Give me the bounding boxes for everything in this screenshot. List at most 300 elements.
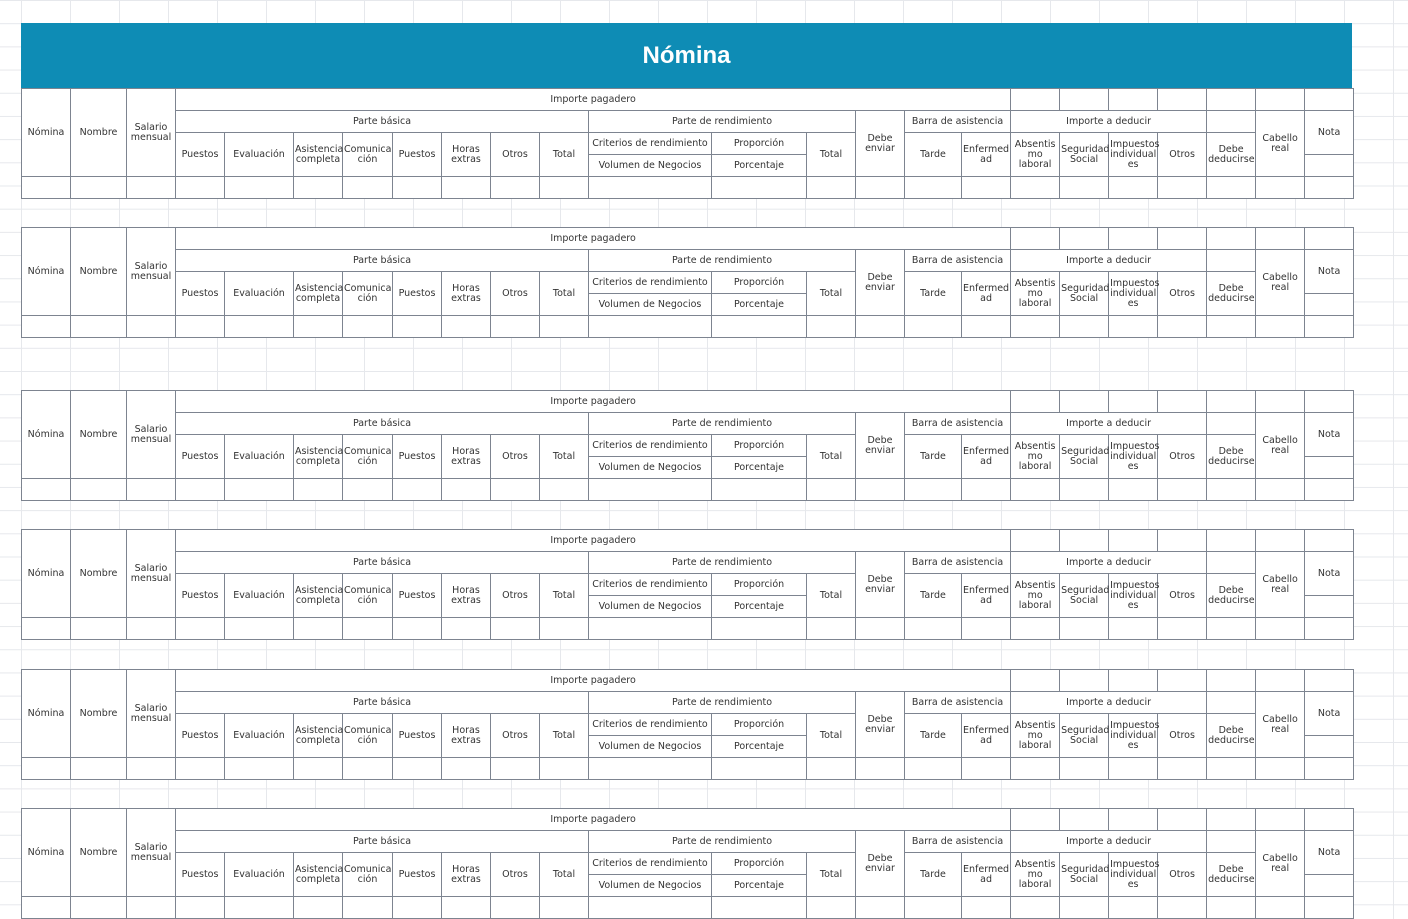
cell[interactable] [856, 479, 905, 501]
cell[interactable] [442, 618, 491, 640]
header-nomina: Nómina [22, 670, 71, 758]
header-criterios-rendimiento: Criterios de rendimiento [589, 853, 712, 875]
cell[interactable] [1011, 228, 1060, 250]
cell[interactable] [905, 479, 962, 501]
cell[interactable] [343, 479, 393, 501]
cell[interactable] [1207, 89, 1256, 111]
cell[interactable] [807, 897, 856, 919]
cell[interactable] [1207, 530, 1256, 552]
cell[interactable] [1256, 758, 1305, 780]
header-porcentaje: Porcentaje [712, 875, 807, 897]
cell[interactable] [1060, 228, 1109, 250]
cell[interactable] [1305, 897, 1354, 919]
cell[interactable] [1158, 391, 1207, 413]
header-seguridad-social: Seguridad Social [1060, 435, 1109, 479]
cell[interactable] [1305, 809, 1354, 831]
header-horas-extras: Horas extras [442, 272, 491, 316]
header-total: Total [540, 853, 589, 897]
cell[interactable] [22, 177, 71, 199]
cell[interactable] [1256, 809, 1305, 831]
header-nombre: Nombre [71, 809, 127, 897]
cell[interactable] [1011, 897, 1060, 919]
header-puestos: Puestos [176, 133, 225, 177]
header-debe-deducirse: Debe deducirse [1207, 272, 1256, 316]
header-barra-asistencia: Barra de asistencia [905, 552, 1011, 574]
cell[interactable] [442, 758, 491, 780]
header-impuestos: Impuestos individual es [1109, 574, 1158, 618]
cell[interactable] [491, 479, 540, 501]
cell[interactable] [1109, 670, 1158, 692]
cell[interactable] [1158, 670, 1207, 692]
header-evaluacion: Evaluación [225, 272, 294, 316]
cell[interactable] [1207, 177, 1256, 199]
header-horas-extras: Horas extras [442, 574, 491, 618]
header-comunicacion: Comunica ción [343, 853, 393, 897]
cell[interactable] [540, 479, 589, 501]
cell[interactable] [1305, 177, 1354, 199]
cell[interactable] [1109, 758, 1158, 780]
cell[interactable] [1207, 552, 1256, 574]
header-parte-basica: Parte básica [176, 552, 589, 574]
cell[interactable] [225, 618, 294, 640]
cell[interactable] [1011, 177, 1060, 199]
cell[interactable] [1207, 479, 1256, 501]
cell[interactable] [294, 177, 343, 199]
cell[interactable] [1011, 479, 1060, 501]
cell[interactable] [540, 897, 589, 919]
cell[interactable] [22, 618, 71, 640]
cell[interactable] [225, 897, 294, 919]
cell[interactable] [1256, 391, 1305, 413]
header-volumen-negocios: Volumen de Negocios [589, 294, 712, 316]
header-otros: Otros [491, 272, 540, 316]
cell[interactable] [962, 758, 1011, 780]
cell[interactable] [1305, 736, 1354, 758]
cell[interactable] [294, 479, 343, 501]
cell[interactable] [1305, 316, 1354, 338]
cell[interactable] [1011, 809, 1060, 831]
header-volumen-negocios: Volumen de Negocios [589, 155, 712, 177]
cell[interactable] [712, 316, 807, 338]
cell[interactable] [807, 758, 856, 780]
header-importe-pagadero: Importe pagadero [176, 530, 1011, 552]
cell[interactable] [1305, 530, 1354, 552]
cell[interactable] [540, 177, 589, 199]
header-evaluacion: Evaluación [225, 714, 294, 758]
cell[interactable] [393, 316, 442, 338]
cell[interactable] [176, 897, 225, 919]
header-criterios-rendimiento: Criterios de rendimiento [589, 133, 712, 155]
cell[interactable] [1011, 89, 1060, 111]
cell[interactable] [1256, 228, 1305, 250]
cell[interactable] [176, 758, 225, 780]
cell[interactable] [905, 316, 962, 338]
header-criterios-rendimiento: Criterios de rendimiento [589, 714, 712, 736]
cell[interactable] [127, 479, 176, 501]
cell[interactable] [962, 618, 1011, 640]
cell[interactable] [1207, 618, 1256, 640]
cell[interactable] [856, 177, 905, 199]
header-nota: Nota [1305, 552, 1354, 596]
cell[interactable] [127, 177, 176, 199]
cell[interactable] [905, 758, 962, 780]
cell[interactable] [1109, 316, 1158, 338]
cell[interactable] [491, 758, 540, 780]
cell[interactable] [71, 177, 127, 199]
header-barra-asistencia: Barra de asistencia [905, 250, 1011, 272]
header-otros: Otros [491, 133, 540, 177]
table-row [22, 479, 1354, 501]
cell[interactable] [589, 618, 712, 640]
header-parte-basica: Parte básica [176, 111, 589, 133]
header-parte-rendimiento: Parte de rendimiento [589, 831, 856, 853]
cell[interactable] [807, 479, 856, 501]
cell[interactable] [71, 758, 127, 780]
cell[interactable] [343, 177, 393, 199]
header-debe-deducirse: Debe deducirse [1207, 574, 1256, 618]
cell[interactable] [176, 177, 225, 199]
header-debe-deducirse: Debe deducirse [1207, 435, 1256, 479]
cell[interactable] [1256, 897, 1305, 919]
header-parte-rendimiento: Parte de rendimiento [589, 692, 856, 714]
header-horas-extras: Horas extras [442, 133, 491, 177]
cell[interactable] [442, 897, 491, 919]
header-proporcion: Proporción [712, 574, 807, 596]
cell[interactable] [176, 316, 225, 338]
header-importe-pagadero: Importe pagadero [176, 809, 1011, 831]
cell[interactable] [1305, 596, 1354, 618]
header-evaluacion: Evaluación [225, 574, 294, 618]
cell[interactable] [393, 177, 442, 199]
header-importe-deducir: Importe a deducir [1011, 111, 1207, 133]
header-horas-extras: Horas extras [442, 714, 491, 758]
cell[interactable] [540, 618, 589, 640]
header-proporcion: Proporción [712, 714, 807, 736]
cell[interactable] [22, 316, 71, 338]
cell[interactable] [1207, 670, 1256, 692]
cell[interactable] [807, 316, 856, 338]
cell[interactable] [1256, 618, 1305, 640]
cell[interactable] [1305, 618, 1354, 640]
cell[interactable] [225, 479, 294, 501]
cell[interactable] [1207, 228, 1256, 250]
header-nomina: Nómina [22, 809, 71, 897]
header-absentismo: Absentis mo laboral [1011, 133, 1060, 177]
header-puestos-2: Puestos [393, 574, 442, 618]
cell[interactable] [1158, 809, 1207, 831]
header-criterios-rendimiento: Criterios de rendimiento [589, 574, 712, 596]
header-horas-extras: Horas extras [442, 435, 491, 479]
cell[interactable] [807, 177, 856, 199]
cell[interactable] [856, 758, 905, 780]
cell[interactable] [1060, 670, 1109, 692]
cell[interactable] [1011, 530, 1060, 552]
header-comunicacion: Comunica ción [343, 435, 393, 479]
cell[interactable] [225, 316, 294, 338]
cell[interactable] [712, 618, 807, 640]
cell[interactable] [1011, 316, 1060, 338]
cell[interactable] [22, 897, 71, 919]
cell[interactable] [393, 897, 442, 919]
cell[interactable] [1256, 670, 1305, 692]
header-asistencia-completa: Asistencia completa [294, 714, 343, 758]
header-total-2: Total [807, 133, 856, 177]
cell[interactable] [589, 316, 712, 338]
cell[interactable] [540, 316, 589, 338]
cell[interactable] [393, 618, 442, 640]
header-parte-basica: Parte básica [176, 692, 589, 714]
cell[interactable] [856, 618, 905, 640]
cell[interactable] [1256, 530, 1305, 552]
header-absentismo: Absentis mo laboral [1011, 853, 1060, 897]
cell[interactable] [1060, 530, 1109, 552]
cell[interactable] [393, 758, 442, 780]
cell[interactable] [225, 758, 294, 780]
header-impuestos: Impuestos individual es [1109, 133, 1158, 177]
cell[interactable] [1207, 831, 1256, 853]
cell[interactable] [1158, 228, 1207, 250]
cell[interactable] [71, 316, 127, 338]
cell[interactable] [1207, 250, 1256, 272]
cell[interactable] [1011, 618, 1060, 640]
header-proporcion: Proporción [712, 133, 807, 155]
header-horas-extras: Horas extras [442, 853, 491, 897]
cell[interactable] [1207, 413, 1256, 435]
cell[interactable] [393, 479, 442, 501]
cell[interactable] [905, 897, 962, 919]
cell[interactable] [1158, 618, 1207, 640]
payroll-table [21, 227, 1354, 338]
header-salario-mensual: Salario mensual [127, 89, 176, 177]
cell[interactable] [1060, 809, 1109, 831]
header-debe-enviar: Debe enviar [856, 552, 905, 618]
cell[interactable] [1011, 391, 1060, 413]
cell[interactable] [1109, 897, 1158, 919]
cell[interactable] [1305, 391, 1354, 413]
header-nombre: Nombre [71, 391, 127, 479]
cell[interactable] [1207, 897, 1256, 919]
payroll-table [21, 390, 1354, 501]
header-asistencia-completa: Asistencia completa [294, 435, 343, 479]
cell[interactable] [1060, 177, 1109, 199]
header-otros-2: Otros [1158, 133, 1207, 177]
cell[interactable] [343, 897, 393, 919]
header-importe-deducir: Importe a deducir [1011, 552, 1207, 574]
cell[interactable] [491, 316, 540, 338]
header-importe-pagadero: Importe pagadero [176, 391, 1011, 413]
cell[interactable] [1305, 228, 1354, 250]
cell[interactable] [1256, 479, 1305, 501]
header-enfermedad: Enfermed ad [962, 714, 1011, 758]
cell[interactable] [294, 758, 343, 780]
cell[interactable] [1011, 758, 1060, 780]
cell[interactable] [294, 618, 343, 640]
cell[interactable] [1305, 758, 1354, 780]
cell[interactable] [1158, 897, 1207, 919]
header-nomina: Nómina [22, 89, 71, 177]
cell[interactable] [1060, 479, 1109, 501]
cell[interactable] [1207, 316, 1256, 338]
cell[interactable] [856, 316, 905, 338]
cell[interactable] [1256, 316, 1305, 338]
cell[interactable] [1060, 758, 1109, 780]
header-impuestos: Impuestos individual es [1109, 714, 1158, 758]
payroll-table [21, 669, 1354, 780]
header-debe-deducirse: Debe deducirse [1207, 853, 1256, 897]
cell[interactable] [1158, 316, 1207, 338]
cell[interactable] [1158, 530, 1207, 552]
cell[interactable] [1207, 758, 1256, 780]
header-asistencia-completa: Asistencia completa [294, 853, 343, 897]
table-row [22, 177, 1354, 199]
cell[interactable] [127, 758, 176, 780]
cell[interactable] [22, 758, 71, 780]
cell[interactable] [807, 618, 856, 640]
cell[interactable] [1207, 391, 1256, 413]
cell[interactable] [71, 618, 127, 640]
cell[interactable] [589, 758, 712, 780]
cell[interactable] [1109, 530, 1158, 552]
cell[interactable] [1305, 670, 1354, 692]
cell[interactable] [962, 177, 1011, 199]
cell[interactable] [1158, 758, 1207, 780]
cell[interactable] [962, 897, 1011, 919]
header-debe-enviar: Debe enviar [856, 250, 905, 316]
cell[interactable] [1011, 670, 1060, 692]
cell[interactable] [1109, 177, 1158, 199]
header-importe-pagadero: Importe pagadero [176, 228, 1011, 250]
header-nombre: Nombre [71, 530, 127, 618]
cell[interactable] [905, 618, 962, 640]
header-nota: Nota [1305, 692, 1354, 736]
cell[interactable] [127, 316, 176, 338]
cell[interactable] [1305, 479, 1354, 501]
cell[interactable] [1109, 391, 1158, 413]
cell[interactable] [1060, 316, 1109, 338]
payroll-title-banner [21, 23, 1352, 88]
cell[interactable] [1305, 875, 1354, 897]
cell[interactable] [712, 758, 807, 780]
cell[interactable] [1305, 155, 1354, 177]
cell[interactable] [1060, 618, 1109, 640]
cell[interactable] [1060, 391, 1109, 413]
cell[interactable] [225, 177, 294, 199]
cell[interactable] [491, 177, 540, 199]
cell[interactable] [1305, 294, 1354, 316]
cell[interactable] [294, 897, 343, 919]
cell[interactable] [1207, 809, 1256, 831]
cell[interactable] [1109, 809, 1158, 831]
cell[interactable] [1158, 479, 1207, 501]
cell[interactable] [1060, 897, 1109, 919]
cell[interactable] [589, 897, 712, 919]
cell[interactable] [712, 897, 807, 919]
cell[interactable] [491, 618, 540, 640]
header-puestos: Puestos [176, 714, 225, 758]
cell[interactable] [589, 479, 712, 501]
cell[interactable] [1109, 228, 1158, 250]
header-porcentaje: Porcentaje [712, 294, 807, 316]
header-salario-mensual: Salario mensual [127, 670, 176, 758]
cell[interactable] [962, 479, 1011, 501]
header-porcentaje: Porcentaje [712, 596, 807, 618]
cell[interactable] [343, 618, 393, 640]
cell[interactable] [905, 177, 962, 199]
cell[interactable] [491, 897, 540, 919]
cell[interactable] [1158, 89, 1207, 111]
cell[interactable] [343, 758, 393, 780]
cell[interactable] [294, 316, 343, 338]
header-porcentaje: Porcentaje [712, 155, 807, 177]
header-evaluacion: Evaluación [225, 435, 294, 479]
header-absentismo: Absentis mo laboral [1011, 272, 1060, 316]
header-total: Total [540, 574, 589, 618]
cell[interactable] [1158, 177, 1207, 199]
cell[interactable] [343, 316, 393, 338]
header-total-2: Total [807, 714, 856, 758]
header-cabello-real: Cabello real [1256, 111, 1305, 177]
header-parte-basica: Parte básica [176, 413, 589, 435]
cell[interactable] [1060, 89, 1109, 111]
cell[interactable] [712, 479, 807, 501]
cell[interactable] [962, 316, 1011, 338]
header-tarde: Tarde [905, 714, 962, 758]
header-parte-rendimiento: Parte de rendimiento [589, 250, 856, 272]
header-puestos-2: Puestos [393, 853, 442, 897]
cell[interactable] [1305, 457, 1354, 479]
cell[interactable] [589, 177, 712, 199]
cell[interactable] [1305, 89, 1354, 111]
cell[interactable] [1109, 89, 1158, 111]
header-importe-deducir: Importe a deducir [1011, 692, 1207, 714]
cell[interactable] [1207, 111, 1256, 133]
cell[interactable] [22, 479, 71, 501]
header-volumen-negocios: Volumen de Negocios [589, 457, 712, 479]
header-barra-asistencia: Barra de asistencia [905, 692, 1011, 714]
cell[interactable] [442, 479, 491, 501]
header-parte-basica: Parte básica [176, 831, 589, 853]
cell[interactable] [442, 316, 491, 338]
cell[interactable] [1207, 692, 1256, 714]
header-nota: Nota [1305, 831, 1354, 875]
cell[interactable] [176, 618, 225, 640]
header-otros-2: Otros [1158, 574, 1207, 618]
header-tarde: Tarde [905, 133, 962, 177]
header-debe-deducirse: Debe deducirse [1207, 133, 1256, 177]
cell[interactable] [71, 897, 127, 919]
cell[interactable] [1109, 618, 1158, 640]
header-proporcion: Proporción [712, 853, 807, 875]
header-seguridad-social: Seguridad Social [1060, 574, 1109, 618]
header-absentismo: Absentis mo laboral [1011, 435, 1060, 479]
cell[interactable] [856, 897, 905, 919]
header-seguridad-social: Seguridad Social [1060, 714, 1109, 758]
cell[interactable] [71, 479, 127, 501]
cell[interactable] [127, 618, 176, 640]
header-tarde: Tarde [905, 574, 962, 618]
cell[interactable] [1256, 177, 1305, 199]
header-nota: Nota [1305, 413, 1354, 457]
cell[interactable] [127, 897, 176, 919]
cell[interactable] [540, 758, 589, 780]
cell[interactable] [1256, 89, 1305, 111]
cell[interactable] [442, 177, 491, 199]
cell[interactable] [176, 479, 225, 501]
cell[interactable] [1109, 479, 1158, 501]
cell[interactable] [712, 177, 807, 199]
header-puestos-2: Puestos [393, 133, 442, 177]
header-comunicacion: Comunica ción [343, 133, 393, 177]
